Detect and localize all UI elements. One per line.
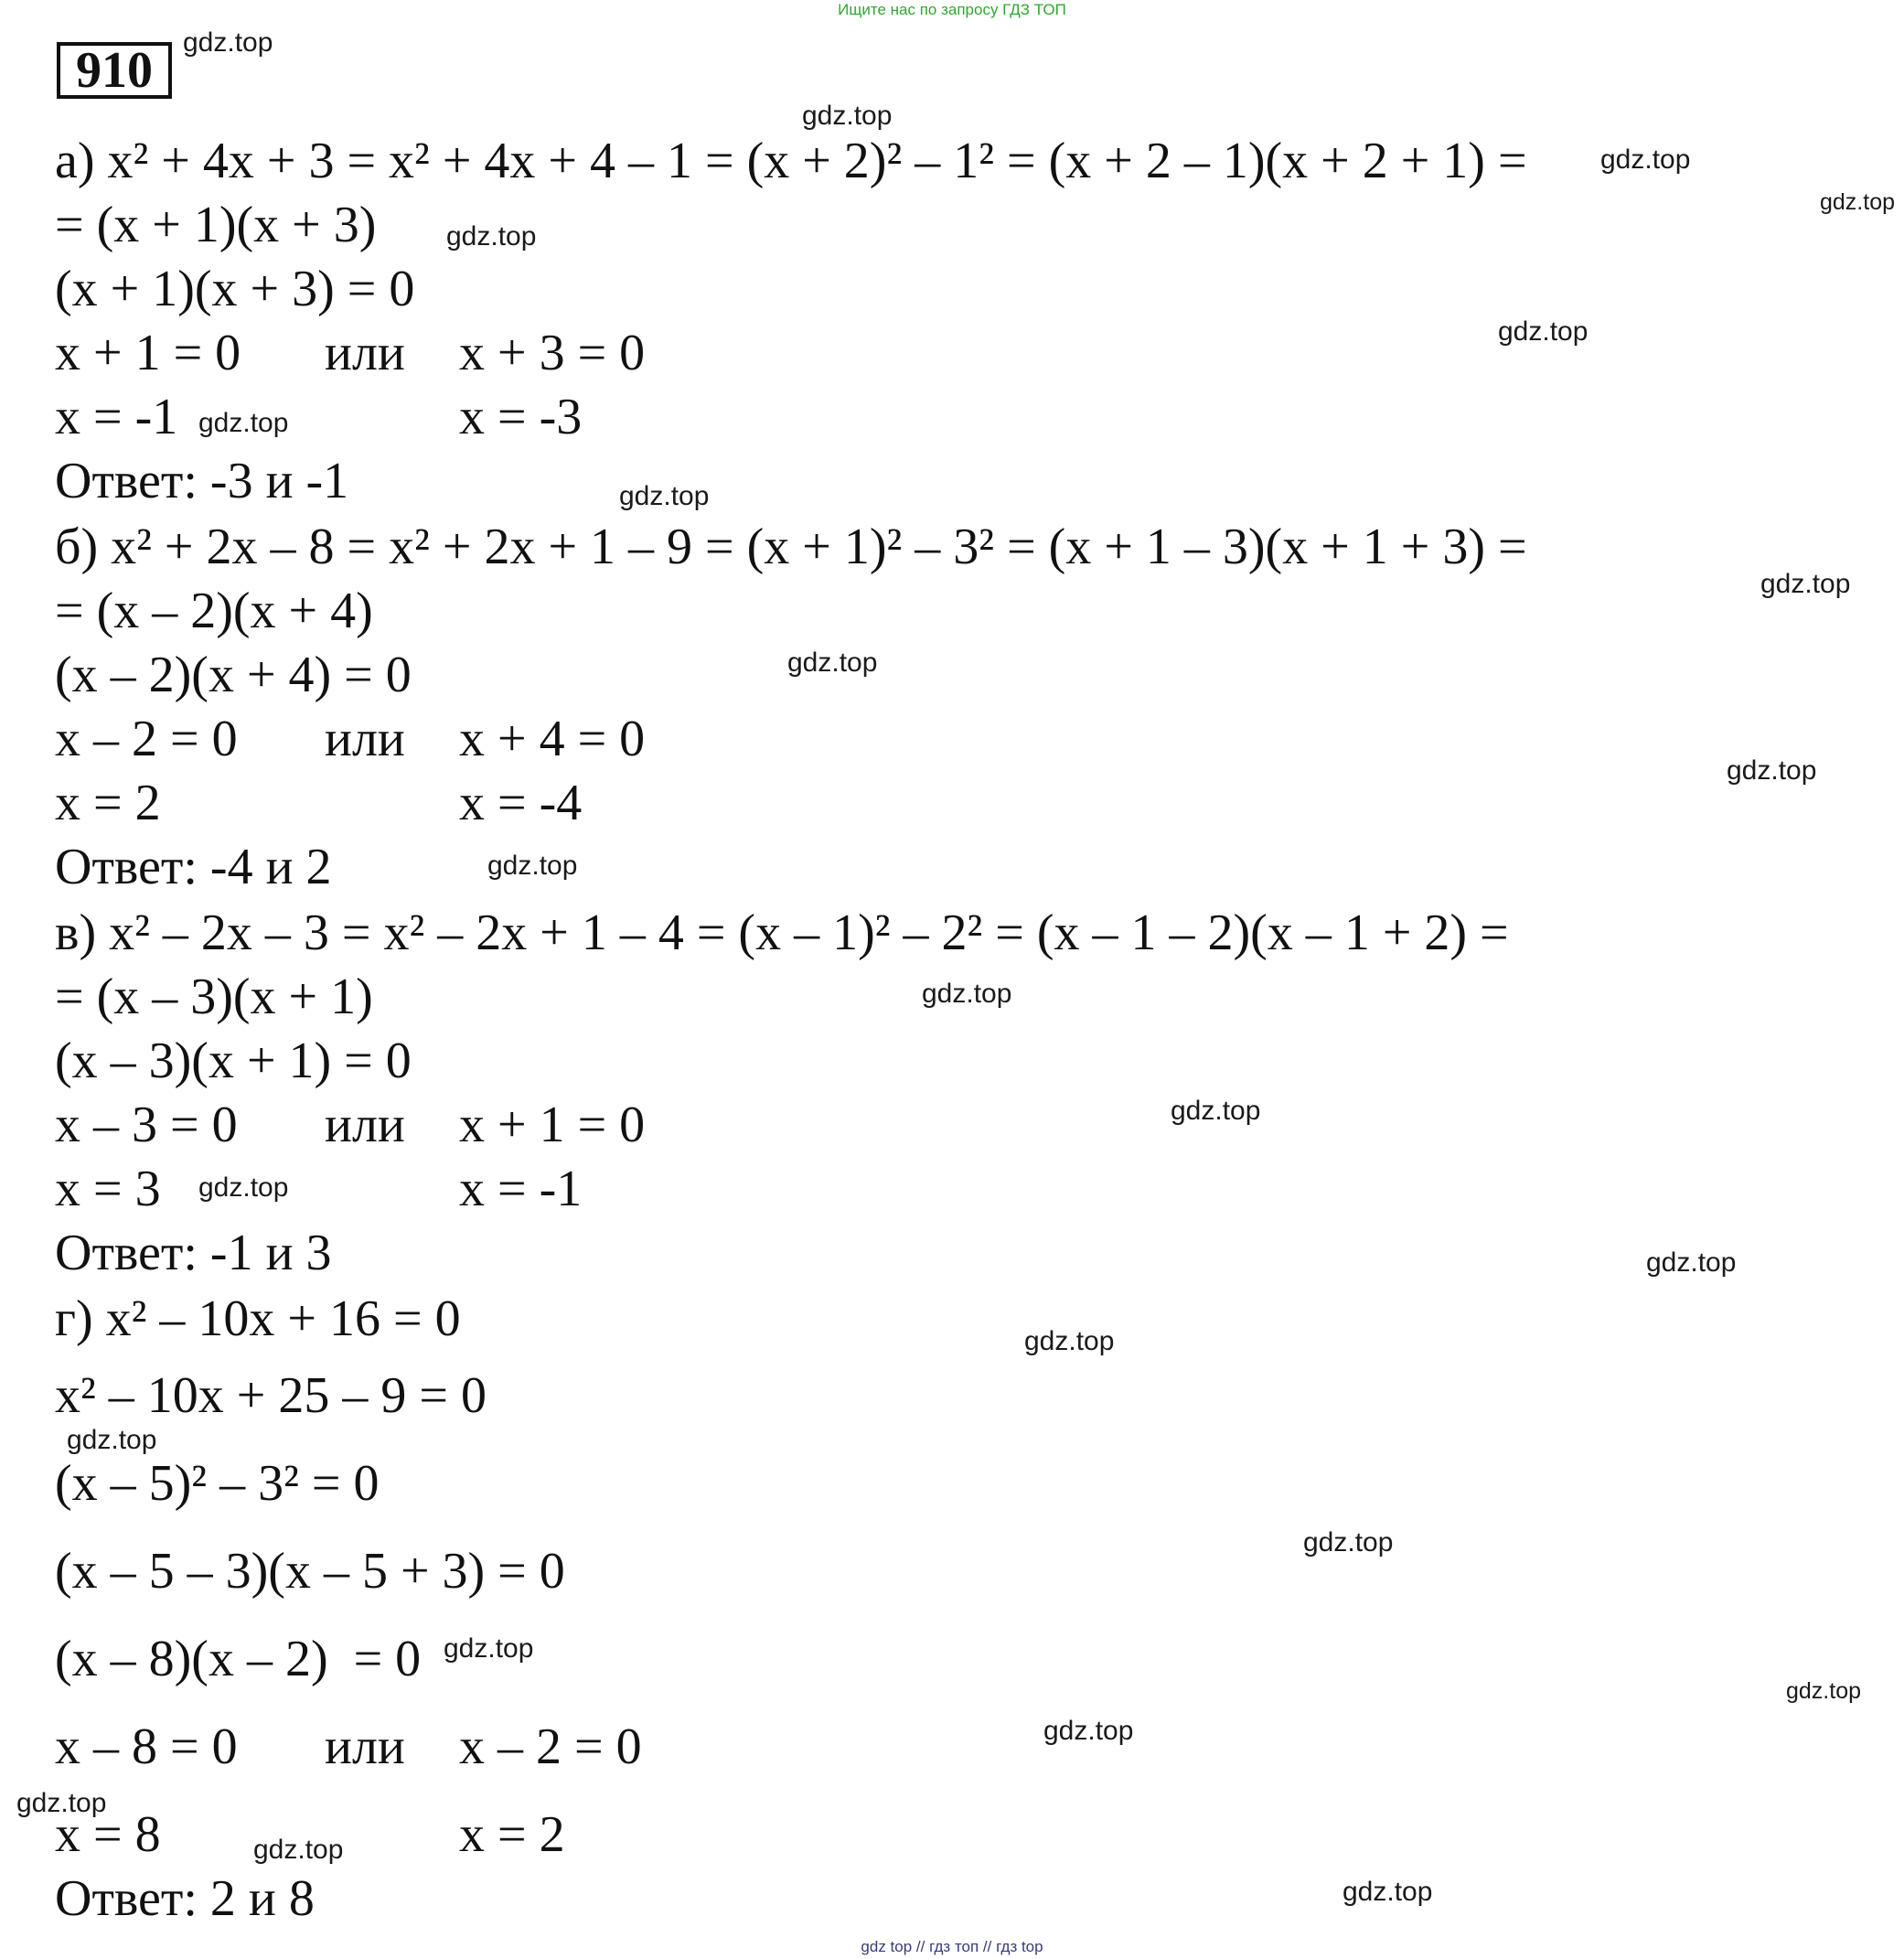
part-g-root-left: x = 8 [55, 1806, 161, 1863]
part-g-line-4: (x – 5 – 3)(x – 5 + 3) = 0 [55, 1543, 565, 1600]
watermark: gdz.top [183, 27, 273, 58]
part-v-line-1: в) x² – 2x – 3 = x² – 2x + 1 – 4 = (x – 1)² – 2² = (x – 1 – 2)(x – 1 + 2) = [55, 905, 1509, 961]
watermark: gdz.top [1498, 316, 1588, 347]
watermark: gdz.top [1303, 1527, 1394, 1558]
part-a-eq-left: x + 1 = 0 [55, 325, 241, 381]
watermark: gdz.top [67, 1425, 157, 1455]
part-b-line-1: б) x² + 2x – 8 = x² + 2x + 1 – 9 = (x + 1)² – 3² = (x + 1 – 3)(x + 1 + 3) = [55, 519, 1527, 575]
watermark: gdz.top [619, 481, 710, 511]
part-b-or: или [325, 711, 405, 767]
part-b-root-left: x = 2 [55, 775, 161, 831]
watermark: gdz.top [1786, 1678, 1862, 1704]
part-a-answer: Ответ: -3 и -1 [55, 453, 349, 509]
part-a-eq-right: x + 3 = 0 [459, 325, 646, 381]
part-v-root-right: x = -1 [459, 1161, 583, 1217]
watermark: gdz.top [16, 1788, 107, 1818]
part-v-line-3: (x – 3)(x + 1) = 0 [55, 1033, 412, 1089]
part-b-line-2: = (x – 2)(x + 4) [55, 583, 373, 639]
part-g-answer: Ответ: 2 и 8 [55, 1870, 315, 1927]
part-g-line-5: (x – 8)(x – 2) = 0 [55, 1631, 422, 1687]
part-b-eq-left: x – 2 = 0 [55, 711, 238, 767]
part-a-line-3: (x + 1)(x + 3) = 0 [55, 261, 415, 317]
part-v-eq-right: x + 1 = 0 [459, 1097, 646, 1153]
watermark: gdz.top [444, 1633, 534, 1664]
part-g-root-right: x = 2 [459, 1806, 565, 1863]
part-b-answer: Ответ: -4 и 2 [55, 839, 332, 895]
part-g-or: или [325, 1718, 405, 1775]
watermark: gdz.top [1342, 1877, 1433, 1907]
part-g-line-1: г) x² – 10x + 16 = 0 [55, 1290, 461, 1347]
watermark: gdz.top [787, 648, 878, 678]
watermark: gdz.top [1760, 569, 1851, 599]
part-v-line-2: = (x – 3)(x + 1) [55, 969, 373, 1025]
watermark: gdz.top [198, 1172, 289, 1203]
part-a-line-2: = (x + 1)(x + 3) [55, 197, 377, 253]
watermark: gdz.top [1820, 189, 1896, 215]
part-b-eq-right: x + 4 = 0 [459, 711, 646, 767]
part-g-eq-right: x – 2 = 0 [459, 1718, 642, 1775]
part-g-eq-left: x – 8 = 0 [55, 1718, 238, 1775]
problem-number: 910 [57, 42, 172, 99]
top-banner: Ищите нас по запросу ГДЗ ТОП [838, 1, 1066, 18]
watermark: gdz.top [922, 979, 1012, 1009]
part-a-or: или [325, 325, 405, 381]
watermark: gdz.top [1727, 755, 1817, 786]
part-a-root-left: x = -1 [55, 389, 178, 445]
watermark: gdz.top [253, 1835, 344, 1865]
watermark: gdz.top [1646, 1247, 1737, 1278]
part-v-answer: Ответ: -1 и 3 [55, 1225, 332, 1281]
watermark: gdz.top [1600, 145, 1691, 175]
part-b-root-right: x = -4 [459, 775, 583, 831]
part-v-or: или [325, 1097, 405, 1153]
watermark: gdz.top [1171, 1096, 1261, 1126]
part-a-line-1: а) x² + 4x + 3 = x² + 4x + 4 – 1 = (x + 2)² – 1² = (x + 2 – 1)(x + 2 + 1) = [55, 133, 1527, 189]
watermark: gdz.top [198, 408, 289, 438]
watermark: gdz.top [1024, 1326, 1115, 1356]
part-v-root-left: x = 3 [55, 1161, 161, 1217]
bottom-banner: gdz top // гдз топ // гдз top [861, 1938, 1043, 1955]
part-v-eq-left: x – 3 = 0 [55, 1097, 238, 1153]
watermark: gdz.top [1043, 1716, 1134, 1746]
watermark: gdz.top [487, 851, 578, 881]
watermark: gdz.top [446, 221, 537, 252]
part-b-line-3: (x – 2)(x + 4) = 0 [55, 647, 412, 703]
part-g-line-3: (x – 5)² – 3² = 0 [55, 1455, 380, 1512]
watermark: gdz.top [802, 101, 893, 131]
part-a-root-right: x = -3 [459, 389, 583, 445]
part-g-line-2: x² – 10x + 25 – 9 = 0 [55, 1367, 487, 1424]
